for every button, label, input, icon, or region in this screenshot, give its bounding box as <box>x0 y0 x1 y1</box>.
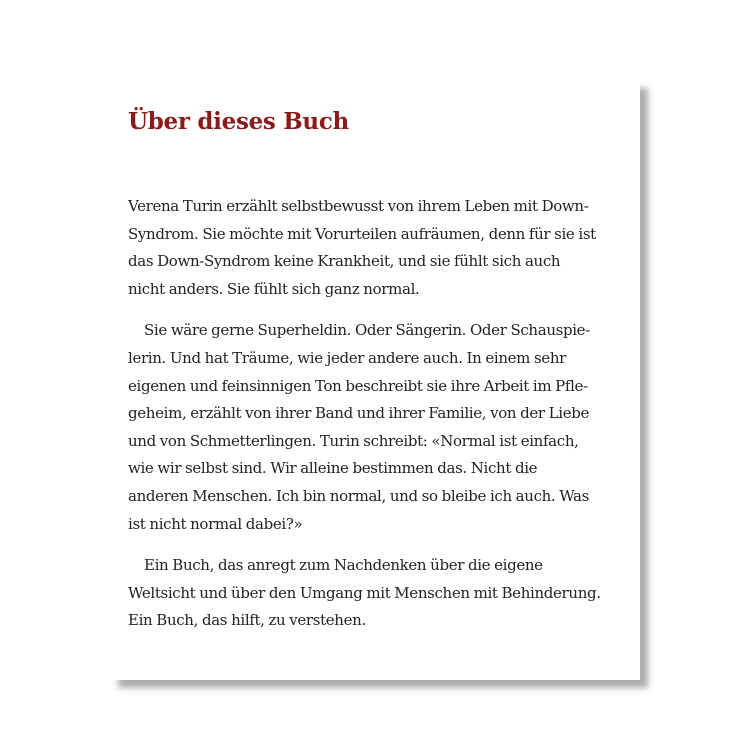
paragraph-2 <box>128 317 628 538</box>
text-line: und von Schmetterlingen. Turin schreibt: «Normal ist einfach, <box>128 431 579 450</box>
text-line: Verena Turin erzählt selbstbewusst von ihrem Leben mit Down- <box>128 197 589 215</box>
text-line: Ein Buch, das hilft, zu verstehen. <box>128 611 366 630</box>
text-line: eigenen und feinsinnigen Ton beschreibt sie ihre Arbeit im Pfle- <box>128 376 588 395</box>
text-line: lerin. Und hat Träume, wie jeder andere auch. In einem sehr <box>128 348 566 367</box>
text-line: ist nicht normal dabei?» <box>128 514 303 533</box>
text-line: Ein Buch, das anregt zum Nachdenken über die eigene <box>144 556 543 575</box>
text-line: anderen Menschen. Ich bin normal, und so bleibe ich auch. Was <box>128 486 589 505</box>
text-line: nicht anders. Sie fühlt sich ganz normal. <box>128 279 420 298</box>
text-line: wie wir selbst sind. Wir alleine bestimmen das. Nicht die <box>128 459 538 478</box>
paragraph-1 <box>128 193 628 303</box>
text-line: Sie wäre gerne Superheldin. Oder Sängerin. Oder Schauspie- <box>144 321 590 340</box>
text-line: geheim, erzählt von ihrer Band und ihrer Familie, von der Liebe <box>128 404 590 423</box>
text-line: Weltsicht und über den Umgang mit Menschen mit Behinderung. <box>128 583 601 602</box>
paragraph-3 <box>128 552 628 635</box>
page-title: Über dieses Buch <box>128 108 349 135</box>
text-line: Syndrom. Sie möchte mit Vorurteilen aufräumen, denn für sie ist <box>128 224 596 243</box>
text-line: das Down-Syndrom keine Krankheit, und sie fühlt sich auch <box>128 252 561 271</box>
body-text <box>128 193 628 649</box>
